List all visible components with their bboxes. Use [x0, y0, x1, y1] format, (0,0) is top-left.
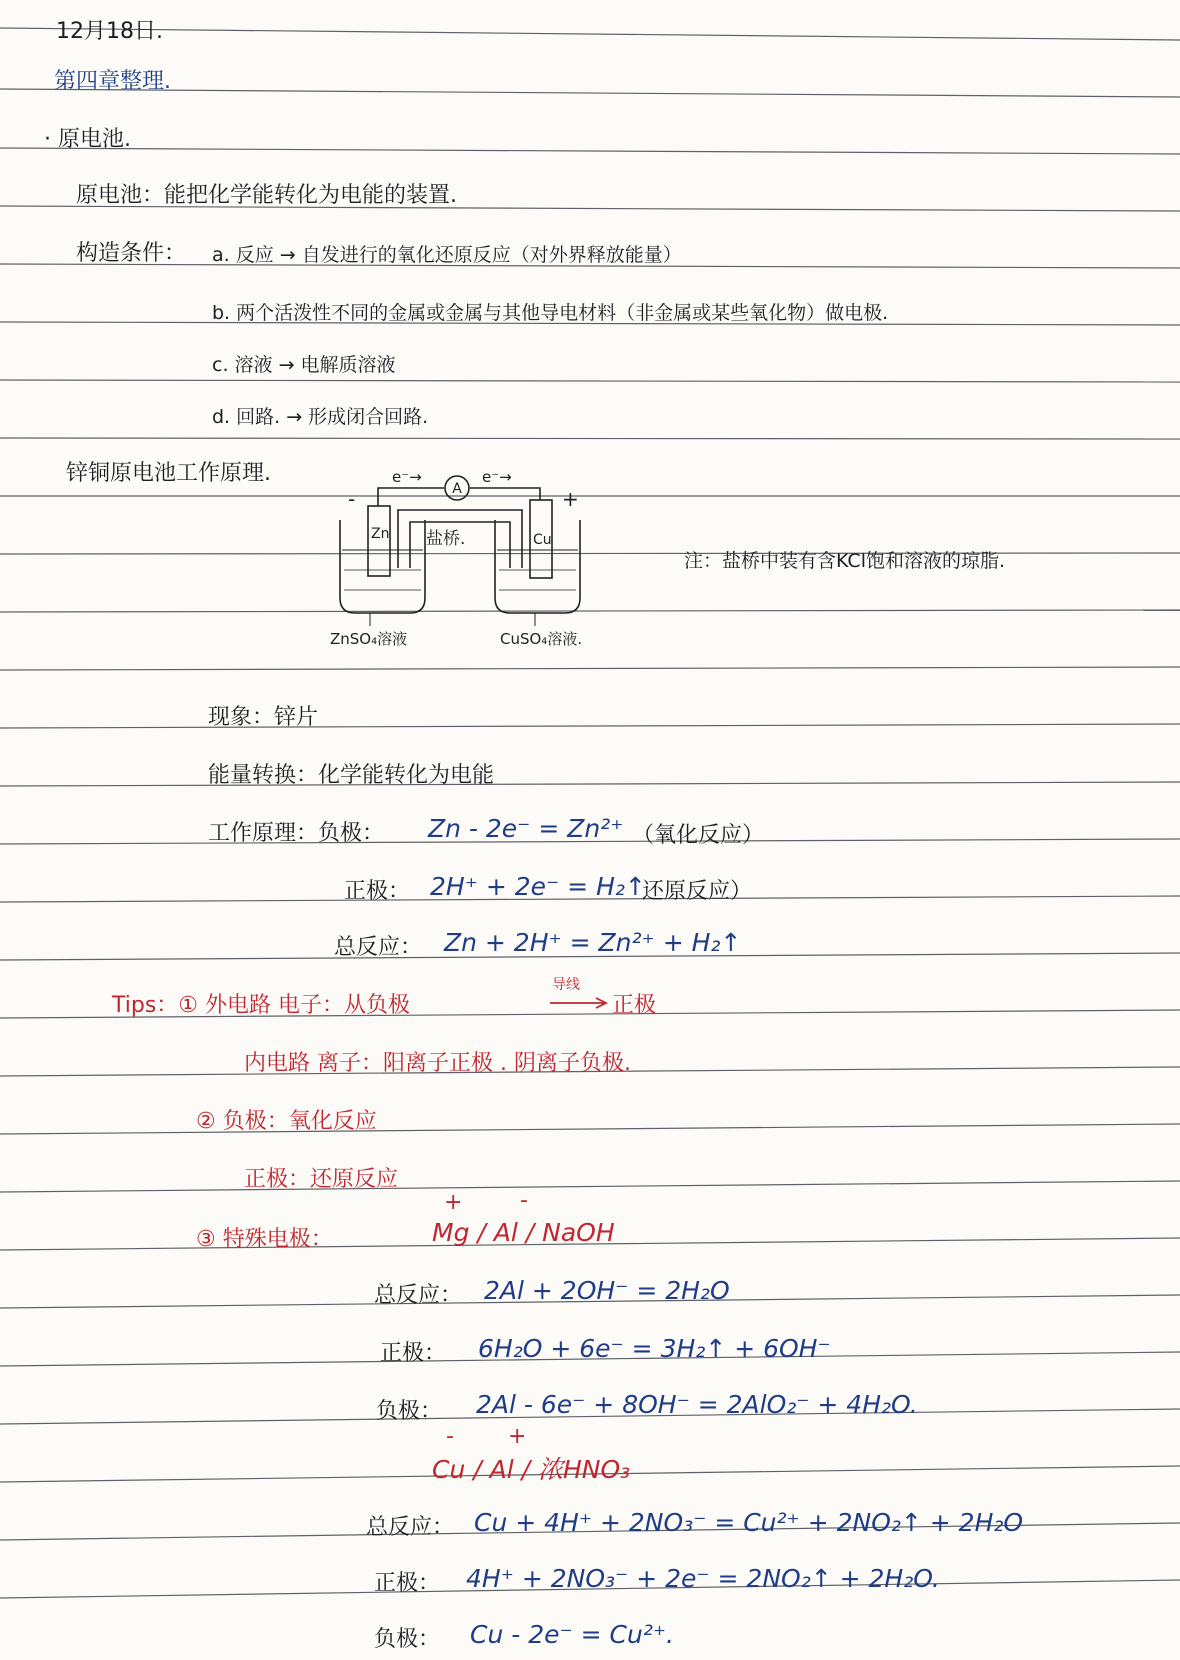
- electron-flow-right: e⁻→: [482, 468, 512, 486]
- cu-al-negative-equation: Cu - 2e⁻ = Cu²⁺.: [470, 1620, 675, 1649]
- copper-label: Cu: [533, 532, 552, 548]
- znso4-label: ZnSO₄溶液: [330, 630, 408, 648]
- tip-1-outer-end: 正极: [612, 993, 657, 1018]
- total-reaction-label: 总反应：: [334, 935, 423, 960]
- tip-4-cu-sign: -: [446, 1424, 454, 1449]
- anode-note: （氧化反应）: [632, 823, 765, 848]
- tip-3-al-sign: -: [520, 1188, 528, 1213]
- cu-al-total-equation: Cu + 4H⁺ + 2NO₃⁻ = Cu²⁺ + 2NO₂↑ + 2H₂O: [474, 1508, 1024, 1537]
- cathode-label: 正极：: [344, 879, 411, 904]
- conditions-label: 构造条件：: [76, 241, 187, 266]
- tip-2-positive: 正极：还原反应: [244, 1167, 399, 1192]
- condition-c: c. 溶液 → 电解质溶液: [212, 354, 396, 376]
- ammeter-label: A: [452, 481, 462, 497]
- cathode-equation: 2H⁺ + 2e⁻ = H₂↑: [430, 872, 646, 901]
- total-reaction-equation: Zn + 2H⁺ = Zn²⁺ + H₂↑: [444, 928, 742, 957]
- tip-1-arrow-label: 导线: [552, 977, 580, 993]
- tip-1-arrow-icon: [548, 996, 610, 1010]
- electron-flow-left: e⁻→: [392, 468, 422, 486]
- tip-4-system: Cu / Al / 浓HNO₃: [432, 1455, 631, 1484]
- tip-1-outer-circuit: Tips：① 外电路 电子：从负极: [112, 993, 411, 1018]
- mg-al-positive-equation: 6H₂O + 6e⁻ = 3H₂↑ + 6OH⁻: [478, 1334, 831, 1363]
- cu-al-positive-label: 正极：: [374, 1571, 441, 1596]
- salt-bridge-note: 注：盐桥中装有含KCl饱和溶液的琼脂.: [684, 550, 1006, 572]
- right-wire: [470, 488, 540, 500]
- zinc-label: Zn: [371, 526, 390, 542]
- principle-label: 工作原理：负极：: [208, 821, 385, 846]
- phenomenon: 现象：锌片: [208, 705, 319, 730]
- date: 12月18日.: [56, 19, 163, 44]
- left-wire: [378, 488, 444, 506]
- tip-3-label: ③ 特殊电极：: [196, 1227, 333, 1252]
- condition-a: a. 反应 → 自发进行的氧化还原反应（对外界释放能量）: [212, 244, 682, 266]
- section-title: · 原电池.: [44, 127, 131, 152]
- diagram-heading: 锌铜原电池工作原理.: [66, 461, 271, 486]
- mg-al-positive-label: 正极：: [380, 1341, 447, 1366]
- tip-3-system: Mg / Al / NaOH: [432, 1218, 615, 1247]
- tip-1-inner-circuit: 内电路 离子：阳离子正极 . 阴离子负极.: [244, 1051, 631, 1076]
- condition-d: d. 回路. → 形成闭合回路.: [212, 406, 429, 428]
- tip-4-al-sign: +: [508, 1424, 527, 1449]
- definition: 原电池：能把化学能转化为电能的装置.: [76, 183, 457, 208]
- cuso4-label: CuSO₄溶液.: [500, 630, 583, 648]
- tip-2-negative: ② 负极：氧化反应: [196, 1109, 377, 1134]
- tip-3-mg-sign: +: [444, 1190, 463, 1215]
- chapter-title: 第四章整理.: [54, 69, 171, 94]
- mg-al-total-label: 总反应：: [374, 1283, 463, 1308]
- condition-b: b. 两个活泼性不同的金属或金属与其他导电材料（非金属或某些氧化物）做电极.: [212, 302, 889, 324]
- negative-sign: -: [348, 487, 356, 511]
- galvanic-cell-diagram: [330, 468, 650, 648]
- mg-al-negative-equation: 2Al - 6e⁻ + 8OH⁻ = 2AlO₂⁻ + 4H₂O.: [476, 1390, 918, 1419]
- mg-al-total-equation: 2Al + 2OH⁻ = 2H₂O: [484, 1276, 730, 1305]
- positive-sign: +: [562, 487, 579, 511]
- cu-al-total-label: 总反应：: [366, 1515, 455, 1540]
- mg-al-negative-label: 负极：: [376, 1399, 443, 1424]
- salt-bridge-label: 盐桥.: [426, 529, 466, 549]
- energy-conversion: 能量转换：化学能转化为电能: [208, 763, 495, 788]
- cathode-note: 还原反应）: [642, 879, 753, 904]
- anode-equation: Zn - 2e⁻ = Zn²⁺: [428, 814, 624, 843]
- cu-al-positive-equation: 4H⁺ + 2NO₃⁻ + 2e⁻ = 2NO₂↑ + 2H₂O.: [466, 1564, 940, 1593]
- cu-al-negative-label: 负极：: [374, 1627, 441, 1652]
